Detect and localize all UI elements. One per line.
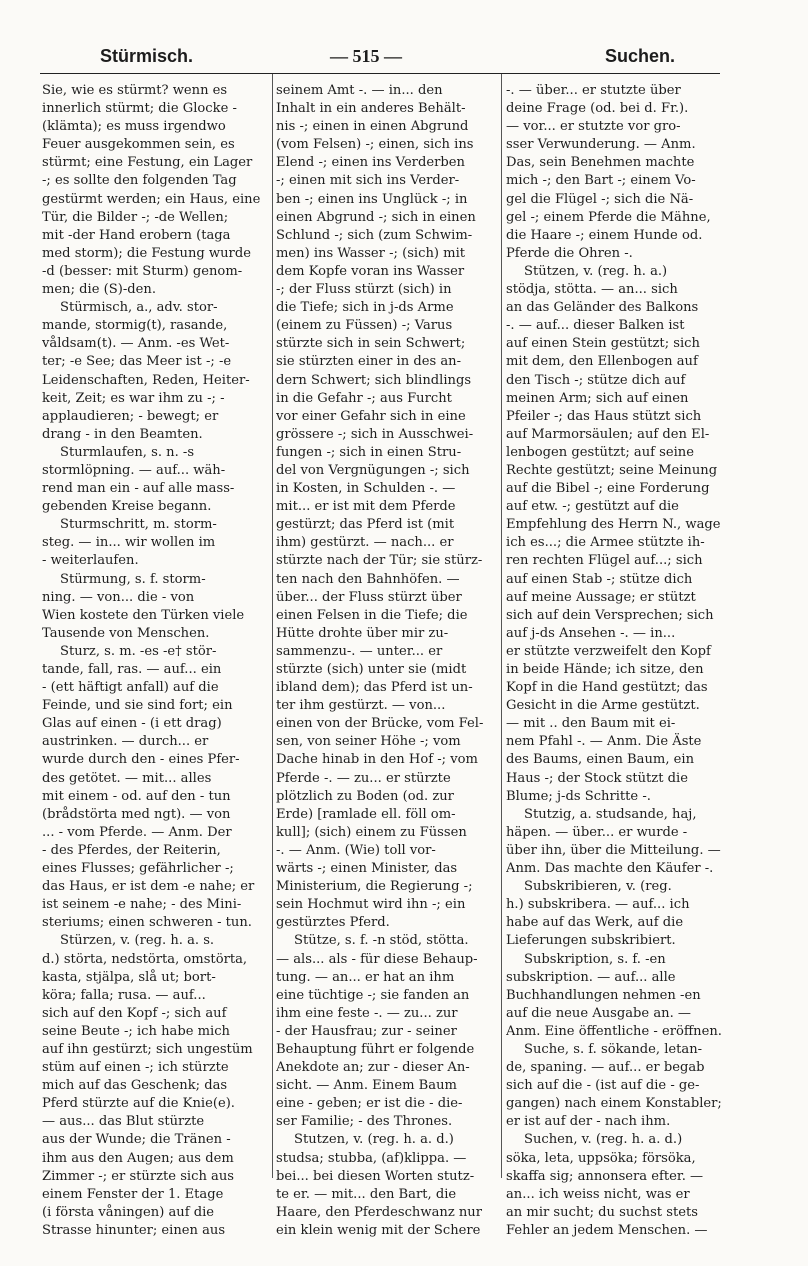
text-line: subskription. — auf... alle <box>506 969 676 985</box>
text-line: eine - geben; er ist die - die- <box>276 1096 463 1112</box>
text-line: del von Vergnügungen -; sich <box>276 462 470 478</box>
text-line: steriums; einen schweren - tun. <box>42 915 252 931</box>
text-line: ser Familie; - des Thrones. <box>276 1114 453 1130</box>
text-line: sammenzu-. — unter... er <box>276 643 443 659</box>
text-line: in beide Hände; ich sitze, den <box>506 662 704 677</box>
text-line: mit... er ist mit dem Pferde <box>276 499 456 515</box>
text-line: auf ihn gestürzt; sich ungestüm <box>42 1041 253 1057</box>
text-line: Sturmlaufen, s. n. -s <box>60 444 195 460</box>
text-line: Pfeiler -; das Haus stützt sich <box>506 408 702 424</box>
text-line: våldsam(t). — Anm. -es Wet- <box>42 336 230 352</box>
text-line: — mit .. den Baum mit ei- <box>506 716 676 732</box>
text-line: über... der Fluss stürzt über <box>276 589 462 605</box>
text-line: Strasse hinunter; einen aus <box>42 1222 226 1238</box>
text-line: Stürmung, s. f. storm- <box>60 571 206 587</box>
text-line: sen, von seiner Höhe -; vom <box>276 734 461 750</box>
text-line: in die Gefahr -; aus Furcht <box>276 390 452 406</box>
text-line: Erde) [ramlade ell. föll om- <box>276 806 456 822</box>
text-line: kasta, stjälpa, slå ut; bort- <box>42 969 216 985</box>
text-line: auf die neue Ausgabe an. — <box>506 1005 692 1021</box>
text-line: dern Schwert; sich blindlings <box>276 372 472 388</box>
text-line: Gesicht in die Arme gestützt. <box>506 698 700 714</box>
text-line: d.) störta, nedstörta, omstörta, <box>42 951 248 967</box>
text-line: stüm auf einen -; ich stürzte <box>42 1060 229 1076</box>
text-line: deine Frage (od. bei d. Fr.). <box>506 101 689 117</box>
text-line: (einem zu Füssen) -; Varus <box>276 318 453 334</box>
text-line: auf einen Stein gestützt; sich <box>506 336 700 352</box>
text-line: gel -; einem Pferde die Mähne, <box>506 209 711 225</box>
text-line: ibland dem); das Pferd ist un- <box>276 680 473 696</box>
text-line: applaudieren; - bewegt; er <box>42 408 219 424</box>
text-line: Stürmisch, a., adv. stor- <box>60 300 218 316</box>
text-line: auf meine Aussage; er stützt <box>506 589 696 605</box>
text-line: -; es sollte den folgenden Tag <box>42 173 237 189</box>
text-column-2 <box>276 82 498 1240</box>
text-line: mit dem, den Ellenbogen auf <box>506 354 698 370</box>
text-line: ihm) gestürzt. — nach... er <box>276 535 454 551</box>
text-line: Suche, s. f. sökande, letan- <box>524 1041 703 1057</box>
text-line: sie stürzten einer in des an- <box>276 354 461 370</box>
text-column-1 <box>42 82 268 1240</box>
text-line: tande, fall, ras. — auf... ein <box>42 662 222 677</box>
text-line: gestürzt; das Pferd ist (mit <box>276 517 455 533</box>
text-line: Schlund -; sich (zum Schwim- <box>276 227 473 243</box>
text-line: keit, Zeit; es war ihm zu -; - <box>42 390 225 406</box>
text-line: Stürzen, v. (reg. h. a. s. <box>60 933 215 949</box>
text-line: eine tüchtige -; sie fanden an <box>276 987 470 1003</box>
text-line: fungen -; sich in einen Stru- <box>276 444 462 460</box>
text-line: austrinken. — durch... er <box>42 734 209 750</box>
text-line: Hütte drohte über mir zu- <box>276 625 449 641</box>
text-line: - der Hausfrau; zur - seiner <box>276 1023 457 1039</box>
text-line: Subskription, s. f. -en <box>524 951 666 967</box>
text-line: Inhalt in ein anderes Behält- <box>276 101 466 117</box>
text-line: meinen Arm; sich auf einen <box>506 390 689 406</box>
text-line: stürmt; eine Festung, ein Lager <box>42 155 253 171</box>
text-line: Feinde, und sie sind fort; ein <box>42 698 233 714</box>
text-line: ihm aus den Augen; aus dem <box>42 1150 234 1166</box>
text-line: Stützen, v. (reg. h. a.) <box>524 263 668 279</box>
text-line: -. — auf... dieser Balken ist <box>506 318 685 334</box>
text-line: - des Pferdes, der Reiterin, <box>42 842 221 858</box>
text-line: die Tiefe; sich in j-ds Arme <box>276 300 454 316</box>
text-line: ren rechten Flügel auf...; sich <box>506 553 703 569</box>
text-line: an mir sucht; du suchst stets <box>506 1204 698 1220</box>
text-line: - weiterlaufen. <box>42 553 139 569</box>
text-line: men) ins Wasser -; (sich) mit <box>276 245 466 261</box>
text-line: stödja, stötta. — an... sich <box>506 282 678 298</box>
text-line: Buchhandlungen nehmen -en <box>506 987 701 1003</box>
text-line: wurde durch den - eines Pfer- <box>42 752 240 768</box>
text-line: Rechte gestützt; seine Meinung <box>506 462 718 478</box>
header-left-word: Stürmisch. <box>100 46 194 66</box>
text-line: Sturz, s. m. -es -e† stör- <box>60 643 217 659</box>
text-line: lenbogen gestützt; auf seine <box>506 444 694 460</box>
text-line: sich auf die - (ist auf die - ge- <box>506 1078 700 1094</box>
text-line: Das, sein Benehmen machte <box>506 155 695 171</box>
header-rule <box>40 73 720 74</box>
text-line: mande, stormig(t), rasande, <box>42 318 228 334</box>
text-line: Glas auf einen - (i ett drag) <box>42 716 222 732</box>
text-line: gebenden Kreise begann. <box>42 499 212 515</box>
text-line: stürzte nach der Tür; sie stürz- <box>276 553 483 569</box>
text-line: an... ich weiss nicht, was er <box>506 1186 690 1202</box>
text-line: Stütze, s. f. -n stöd, stötta. <box>294 933 469 949</box>
text-line: einen von der Brücke, vom Fel- <box>276 716 484 732</box>
text-line: ben -; einen ins Unglück -; in <box>276 191 468 207</box>
text-line: eines Flusses; gefährlicher -; <box>42 861 234 877</box>
text-line: er ist auf der - nach ihm. <box>506 1114 671 1130</box>
text-line: Stutzig, a. studsande, haj, <box>524 806 697 822</box>
text-line: Wien kostete den Türken viele <box>42 607 245 623</box>
text-line: auf die Bibel -; eine Forderung <box>506 481 710 497</box>
page-number: — 515 — <box>330 46 402 66</box>
text-line: ning. — von... die - von <box>42 589 195 605</box>
text-line: Tausende von Menschen. <box>42 625 210 641</box>
text-column-3 <box>506 82 724 1240</box>
text-line: (i första våningen) auf die <box>42 1204 215 1220</box>
page-header <box>40 46 720 72</box>
text-line: gel die Flügel -; sich die Nä- <box>506 191 694 207</box>
text-line: einen Felsen in die Tiefe; die <box>276 607 468 623</box>
text-line: in Kosten, in Schulden -. — <box>276 481 456 497</box>
text-line: an das Geländer des Balkons <box>506 300 699 316</box>
text-line: -. — Anm. (Wie) toll vor- <box>276 842 436 858</box>
text-line: Tür, die Bilder -; -de Wellen; <box>42 209 229 225</box>
text-line: Sie, wie es stürmt? wenn es <box>42 83 228 98</box>
text-line: sser Verwunderung. — Anm. <box>506 137 696 153</box>
text-line: dem Kopfe voran ins Wasser <box>276 263 465 279</box>
text-line: Behauptung führt er folgende <box>276 1041 475 1057</box>
text-line: Kopf in die Hand gestützt; das <box>506 680 708 696</box>
text-line: Pferde die Ohren -. <box>506 245 633 261</box>
text-line: ter; -e See; das Meer ist -; -e <box>42 354 232 370</box>
text-line: skaffa sig; annonsera efter. — <box>506 1168 704 1184</box>
text-line: ter ihm gestürzt. — von... <box>276 698 446 714</box>
text-line: ihm eine feste -. — zu... zur <box>276 1005 458 1021</box>
text-line: die Haare -; einem Hunde od. <box>506 227 703 243</box>
text-line: Suchen, v. (reg. h. a. d.) <box>524 1132 683 1148</box>
text-line: mit einem - od. auf den - tun <box>42 788 231 804</box>
text-line: auf Marmorsäulen; auf den El- <box>506 426 710 442</box>
text-line: -. — über... er stutzte über <box>506 83 681 98</box>
text-line: -; der Fluss stürzt (sich) in <box>276 282 452 298</box>
text-line: Pferd stürzte auf die Knie(e). <box>42 1096 235 1112</box>
text-line: sich auf den Kopf -; sich auf <box>42 1005 227 1021</box>
text-line: — vor... er stutzte vor gro- <box>506 119 681 135</box>
text-line: (vom Felsen) -; einen, sich ins <box>276 137 474 153</box>
text-line: drang - in den Beamten. <box>42 426 203 442</box>
text-line: — als... als - für diese Behaup- <box>276 951 478 967</box>
text-line: gestürmt werden; ein Haus, eine <box>42 191 261 207</box>
column-divider-1 <box>272 74 273 1178</box>
text-line: Stutzen, v. (reg. h. a. d.) <box>294 1132 454 1148</box>
text-line: Pferde -. — zu... er stürzte <box>276 770 451 786</box>
text-line: Anm. Eine öffentliche - eröffnen. <box>506 1023 722 1039</box>
text-line: seine Beute -; ich habe mich <box>42 1023 230 1039</box>
text-line: nem Pfahl -. — Anm. Die Äste <box>506 734 702 750</box>
text-line: mit -der Hand erobern (taga <box>42 227 231 243</box>
text-line: nis -; einen in einen Abgrund <box>276 119 469 135</box>
text-line: — aus... das Blut stürzte <box>42 1114 205 1130</box>
text-line: wärts -; einen Minister, das <box>276 861 458 877</box>
text-line: gestürztes Pferd. <box>276 915 390 931</box>
text-line: Fehler an jedem Menschen. — <box>506 1222 708 1238</box>
text-line: Haus -; der Stock stützt die <box>506 770 688 786</box>
text-line: Zimmer -; er stürzte sich aus <box>42 1168 234 1184</box>
text-line: das Haus, er ist dem -e nahe; er <box>42 879 255 895</box>
text-line: men; die (S)-den. <box>42 282 156 298</box>
text-line: er stützte verzweifelt den Kopf <box>506 643 711 659</box>
text-line: kull]; (sich) einem zu Füssen <box>276 824 467 840</box>
text-line: häpen. — über... er wurde - <box>506 824 688 840</box>
text-line: des Baums, einen Baum, ein <box>506 752 695 768</box>
text-line: med storm); die Festung wurde <box>42 245 251 261</box>
text-line: sicht. — Anm. Einem Baum <box>276 1078 457 1094</box>
text-line: bei... bei diesen Worten stutz- <box>276 1168 475 1184</box>
text-line: auf etw. -; gestützt auf die <box>506 499 679 515</box>
text-line: habe auf das Werk, auf die <box>506 915 684 931</box>
text-line: des getötet. — mit... alles <box>42 770 212 786</box>
text-line: Feuer ausgekommen sein, es <box>42 137 235 153</box>
text-line: auf einen Stab -; stütze dich <box>506 571 693 587</box>
text-line: Empfehlung des Herrn N., wage <box>506 517 721 533</box>
text-line: innerlich stürmt; die Glocke - <box>42 101 237 117</box>
text-line: Subskribieren, v. (reg. <box>524 879 672 895</box>
text-line: Ministerium, die Regierung -; <box>276 879 473 895</box>
text-line: Lieferungen subskribiert. <box>506 933 676 949</box>
text-line: ist seinem -e nahe; - des Mini- <box>42 897 242 913</box>
text-line: den Tisch -; stütze dich auf <box>506 372 686 388</box>
text-line: ich es...; die Armee stützte ih- <box>506 535 705 551</box>
text-line: -d (besser: mit Sturm) genom- <box>42 263 243 279</box>
text-line: studsa; stubba, (af)klippa. — <box>276 1150 467 1166</box>
text-line: ten nach den Bahnhöfen. — <box>276 571 460 587</box>
text-line: te er. — mit... den Bart, die <box>276 1186 457 1202</box>
text-line: plötzlich zu Boden (od. zur <box>276 788 454 804</box>
text-line: ... - vom Pferde. — Anm. Der <box>42 824 232 840</box>
text-line: Blume; j-ds Schritte -. <box>506 788 651 804</box>
text-line: Elend -; einen ins Verderben <box>276 155 465 171</box>
text-line: vor einer Gefahr sich in eine <box>276 408 466 424</box>
text-line: aus der Wunde; die Tränen - <box>42 1132 231 1148</box>
text-line: Anekdote an; zur - dieser An- <box>276 1060 470 1076</box>
text-line: seinem Amt -. — in... den <box>276 83 443 98</box>
text-line: sein Hochmut wird ihn -; ein <box>276 897 466 913</box>
text-line: de, spaning. — auf... er begab <box>506 1060 705 1076</box>
text-line: rend man ein - auf alle mass- <box>42 481 235 497</box>
header-right-word: Suchen. <box>605 46 676 66</box>
text-line: (brådstörta med ngt). — von <box>42 806 231 822</box>
text-line: stürzte (sich) unter sie (midt <box>276 662 467 677</box>
text-line: tung. — an... er hat an ihm <box>276 969 455 985</box>
text-line: sich auf dein Versprechen; sich <box>506 607 714 623</box>
text-line: mich -; den Bart -; einem Vo- <box>506 173 696 189</box>
column-divider-2 <box>501 74 502 1178</box>
text-line: stürzte sich in sein Schwert; <box>276 336 466 352</box>
text-line: ein klein wenig mit der Schere <box>276 1222 481 1238</box>
text-line: stormlöpning. — auf... wäh- <box>42 462 226 478</box>
text-line: Dache hinab in den Hof -; vom <box>276 752 478 768</box>
text-line: einem Fenster der 1. Etage <box>42 1186 224 1202</box>
text-line: h.) subskribera. — auf... ich <box>506 897 690 913</box>
text-line: - (ett häftigt anfall) auf die <box>42 680 219 696</box>
text-line: -; einen mit sich ins Verder- <box>276 173 460 189</box>
text-line: (klämta); es muss irgendwo <box>42 119 226 135</box>
text-line: über ihn, über die Mitteilung. — <box>506 842 721 858</box>
text-line: Anm. Das machte den Käufer -. <box>506 861 714 877</box>
text-line: köra; falla; rusa. — auf... <box>42 987 206 1003</box>
text-line: mich auf das Geschenk; das <box>42 1078 228 1094</box>
text-line: grössere -; sich in Ausschwei- <box>276 426 474 442</box>
text-line: Haare, den Pferdeschwanz nur <box>276 1204 483 1220</box>
text-line: gangen) nach einem Konstabler; <box>506 1096 722 1112</box>
text-line: einen Abgrund -; sich in einen <box>276 209 476 225</box>
text-line: söka, leta, uppsöka; försöka, <box>506 1150 696 1166</box>
text-line: steg. — in... wir wollen im <box>42 535 216 551</box>
text-line: auf j-ds Ansehen -. — in... <box>506 625 676 641</box>
text-line: Leidenschaften, Reden, Heiter- <box>42 372 250 388</box>
text-line: Sturmschritt, m. storm- <box>60 517 217 533</box>
